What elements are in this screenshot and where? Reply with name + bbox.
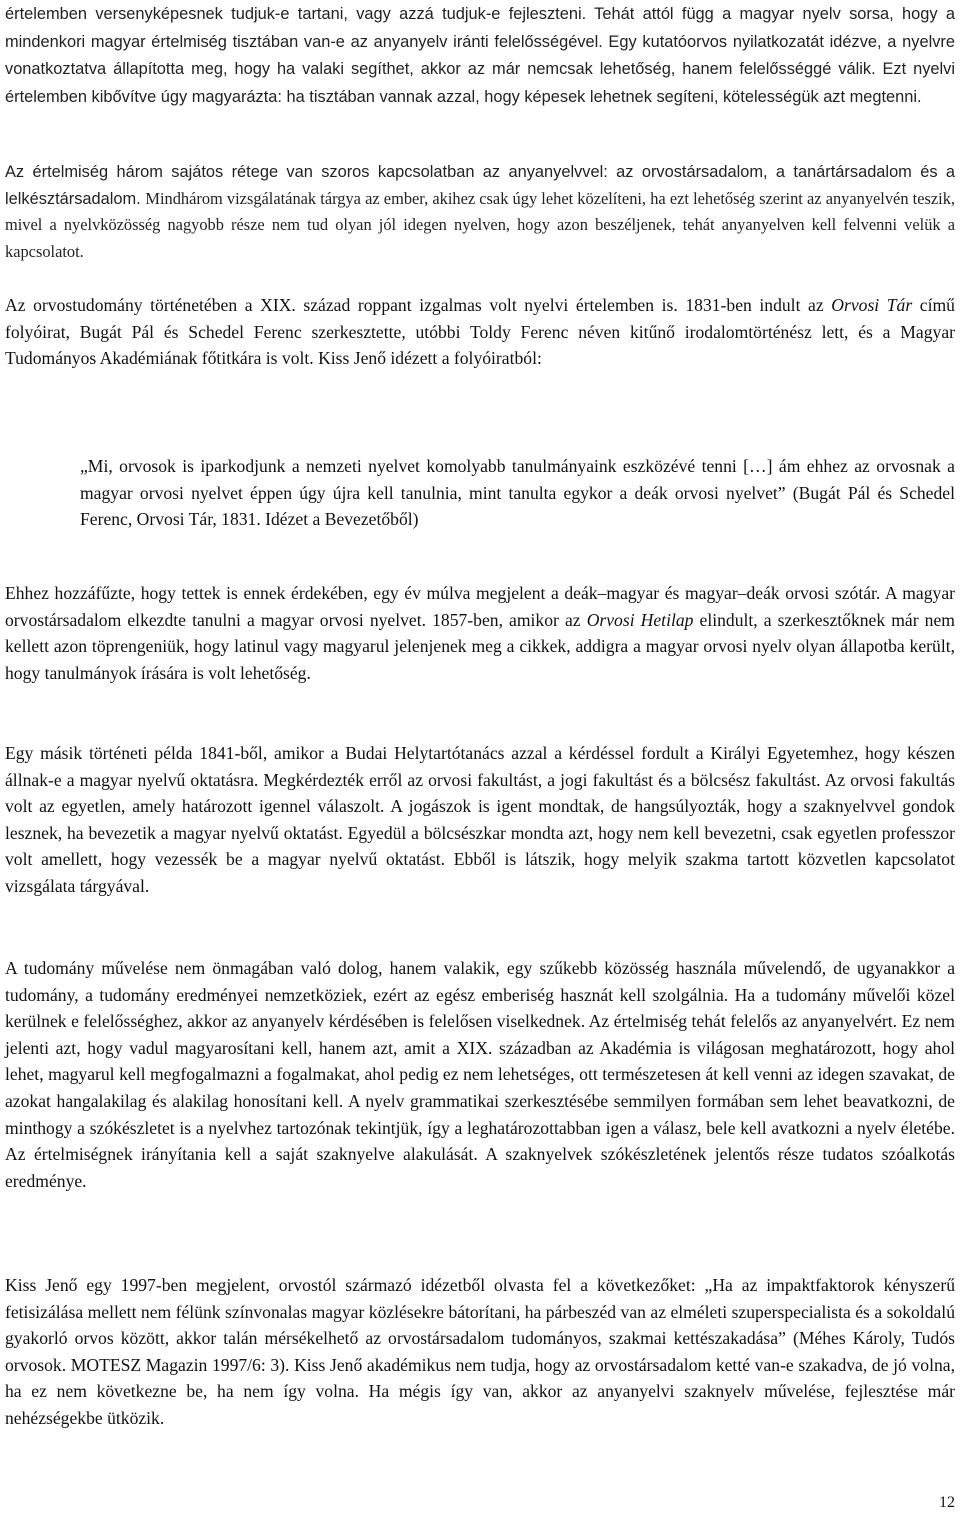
journal-title: Orvosi Tár [831,295,913,315]
paragraph-dictionary [5,580,955,686]
journal-title: Orvosi Hetilap [586,609,694,630]
sentence: Ezt nyelvi értelemben kibővítve úgy magyarázta: ha tisztában vannak azzal, hogy képesek lehetnek segíteni, kötelességük azt megtenni. [5,60,956,106]
sentence: Egy kutatóorvos nyilatkozatát idézve, a nyelvre vonatkoztatva állapította meg, hogy ha valaki segíthet, akkor az már nemcsak lehetőség, hanem felelősséggé válik. [5,32,955,79]
text-run: Az orvostudomány történetében a XIX. század roppant izgalmas volt nyelvi értelemben is. 1831-ben indult az [5,295,832,315]
sentence: Mindhárom vizsgálatának tárgya az ember, akihez csak úgy lehet közelíteni, ha ezt lehetőség szerint az anyanyelvén teszik, mivel a nyelvközösség nagyobb része nem tud olyan jól idegen nyelven, hogy azon beszéljenek, tehát anyanyelven kell felvenni velük a kapcsolatot. [5,188,956,261]
block-quote: „Mi, orvosok is iparkodjunk a nemzeti nyelvet komolyabb tanulmányaink eszközévé tenni […] ám ehhez az orvosnak a magyar orvosi nyelvet éppen úgy újra kell tanulnia, mint tanulta egykor a deák orvosi nyelvet” (Bugát Pál és Schedel Ferenc, Orvosi Tár, 1831. Idézet a Bevezetőből) [80,456,955,530]
sentence: Az értelmiség három sajátos rétege van szoros kapcsolatban az anyanyelvvel: az orvostársadalom, a tanártársadalom és a lelkésztársadalom. [5,163,955,208]
paragraph-language-responsibility [5,0,955,110]
text-run: elindult, a szerkesztőknek már nem kellett azon töprengeniük, hogy latinul vagy magyarul jelenjenek meg a cikkek, addigra a magyar orvosi nyelv olyan állapotba került, hogy tanulmányok írására is volt lehetőség. [5,609,955,683]
paragraph-kiss-jeno-quote: Kiss Jenő egy 1997-ben megjelent, orvostól származó idézetből olvasta fel a következőket: „Ha az impaktfaktorok kényszerű fetisizálása mellett nem félünk színvonalas magyar közlésekre bátorítani, ha párbeszéd van az elméleti szuperspecialista és a sokoldalú gyakorló orvos között, akkor talán mérsékelhető az orvostársadalom tudományos, szakmai kettészakadása” (Méhes Károly, Tudós orvosok. MOTESZ Magazin 1997/6: 3). Kiss Jenő akadémikus nem tudja, hogy az orvostársadalom ketté van-e szakadva, de jó volna, ha ez nem következne be, ha nem így volna. Ha mégis így van, akkor az anyanyelvi szaknyelv művelése, fejlesztése már nehézségekbe ütközik. [5,1275,955,1428]
text-run: Ehhez hozzáfűzte, hogy tettek is ennek érdekében, egy év múlva megjelent a deák–magyar és magyar–deák orvosi szótár. A magyar orvostársadalom elkezdte tanulni a magyar orvosi nyelvet. 1857-ben, amikor az [5,583,955,630]
paragraph-historical-example: Egy másik történeti példa 1841-ből, amikor a Budai Helytartótanács azzal a kérdéssel fordult a Királyi Egyetemhez, hogy készen állnak-e a magyar nyelvű oktatásra. Megkérdezték erről az orvosi fakultást, a jogi fakultást és a bölcsész fakultást. Az orvosi fakultás volt az egyetlen, amely határozott igennel válaszolt. A jogászok is igent mondtak, de hangsúlyozták, hogy a szaknyelvvel gondok lesznek, ha bevezetik a magyar nyelvű oktatást. Egyedül a bölcsészkar mondta azt, hogy nem kell bevezetni, csak egyetlen professzor volt amellett, hogy vezessék be a magyar nyelvű oktatást. Ebből is látszik, hogy melyik szakma tartott közvetlen kapcsolatot vizsgálata tárgyával. [5,743,955,896]
paragraph-science-cultivation: A tudomány művelése nem önmagában való dolog, hanem valakik, egy szűkebb közösség használa művelendő, de ugyanakkor a tudomány, a tudomány eredményei nemzetköziek, ezért az egész emberiség hasznát kell szolgálnia. Ha a tudomány művelői közel kerülnek e felelősséghez, akkor az anyanyelv kérdésében is felelősen viselkednek. Az értelmiség tehát felelős az anyanyelvért. Ez nem jelenti azt, hogy vadul magyarosítani kell, hanem azt, amit a XIX. században az Akadémia is világosan meghatározott, hogy ahol lehet, magyarul kell megfogalmazni a fogalmakat, ahol pedig ez nem lehetséges, ott természetesen át kell venni az idegen szavakat, de azokat hangalakilag és alakilag honosítani kell. A nyelv grammatikai szerkesztésébe semmilyen formában sem lehet beavatkozni, de minthogy a szókészletet is a nyelvhez tartozónak tekintjük, így a leghatározottabban igen a válasz, bele kell avatkozni a nyelv életébe. Az értelmiségnek irányítania kell a saját szaknyelve alakulását. A szaknyelvek szókészletének jelentős része tudatos szóalkotás eredménye. [5,958,955,1191]
page-number: 12 [939,1494,955,1511]
sentence: értelemben versenyképesnek tudjuk-e tartani, vagy azzá tudjuk-e fejleszteni. Tehát attól függ a magyar nyelv sorsa, hogy a mindenkori magyar értelmiség tisztában van-e az anyanyelv iránti felelősségével. [5,5,955,51]
text-run: című folyóirat, Bugát Pál és Schedel Ferenc szerkesztette, utóbbi Toldy Ferenc néven kitűnő irodalomtörténész lett, és a Magyar Tudományos Akadémiának főtitkára is volt. Kiss Jenő idézett a folyóiratból: [5,295,955,369]
paragraph-intellectual-layers [5,159,955,265]
paragraph-medical-history [5,292,955,372]
